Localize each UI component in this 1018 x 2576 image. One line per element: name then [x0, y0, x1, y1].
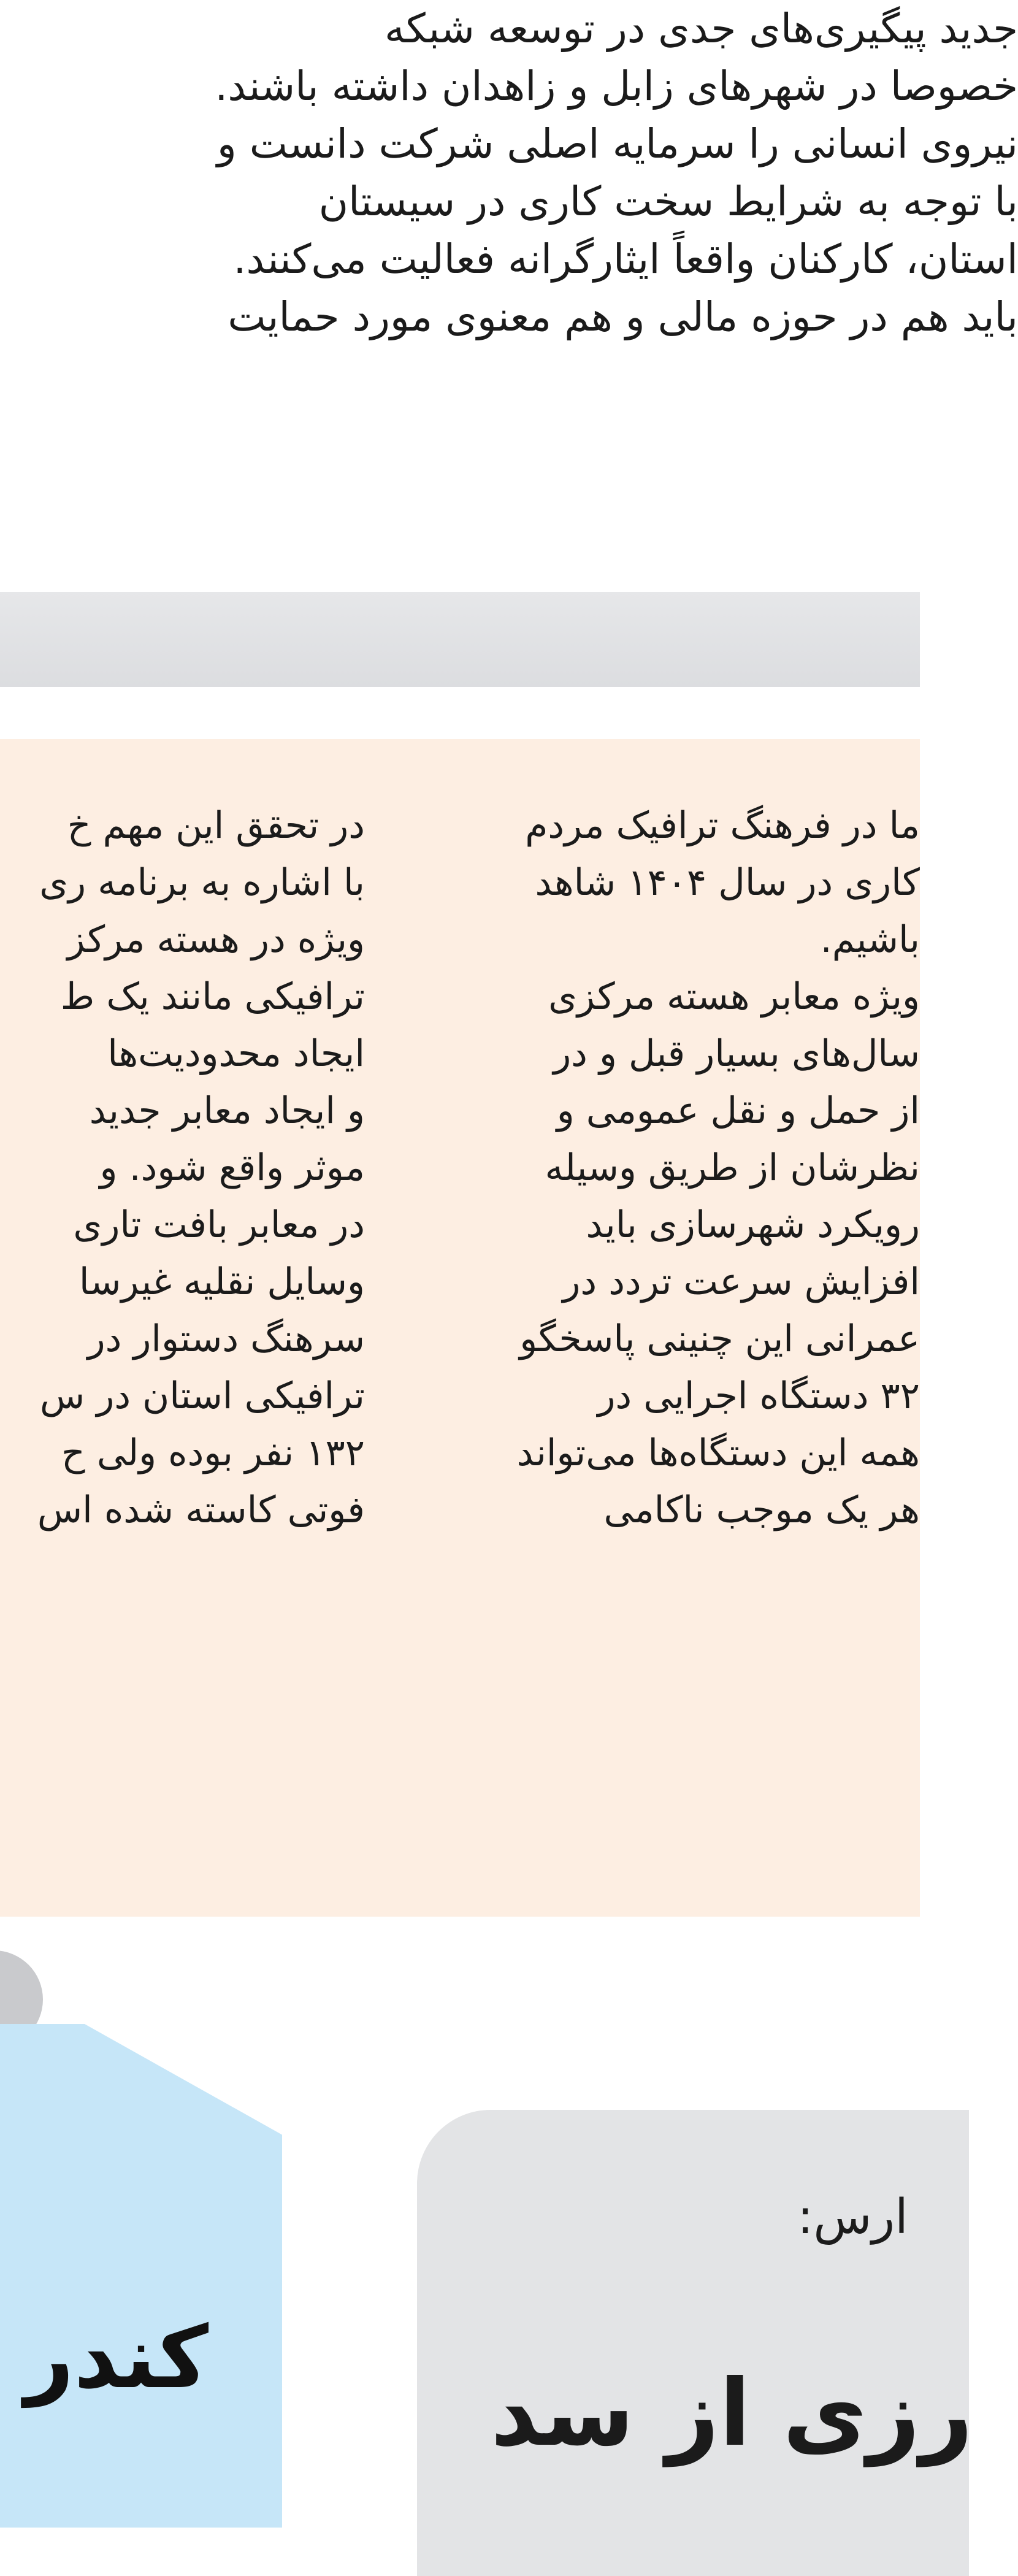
beige-right-line: ۳۲ دستگاه اجرایی در — [597, 1374, 920, 1417]
beige-right-column — [442, 797, 920, 1865]
beige-left-line: در تحقق این مهم خ — [67, 804, 365, 847]
top-article-line: باید هم در حوزه مالی و هم معنوی مورد حمایت — [228, 293, 1018, 340]
gray-headline-panel — [417, 2110, 969, 2576]
top-article-line: جدید پیگیری‌های جدی در توسعه شبکه — [384, 5, 1018, 52]
top-article-line: نیروی انسانی را سرمایه اصلی شرکت دانست و — [216, 120, 1018, 167]
beige-left-line: و ایجاد معابر جدید — [89, 1089, 365, 1132]
beige-right-line: کاری در سال ۱۴۰۴ شاهد — [535, 861, 920, 904]
beige-left-line: ترافیکی استان در س — [40, 1374, 365, 1417]
beige-left-line: ویژه در هسته مرکز — [67, 918, 365, 961]
beige-right-line: ما در فرهنگ ترافیک مردم — [525, 804, 920, 847]
top-article — [0, 0, 1018, 503]
beige-right-line: نظرشان از طریق وسیله — [545, 1146, 920, 1189]
beige-right-line: افزایش سرعت تردد در — [562, 1260, 920, 1303]
beige-left-line: سرهنگ دستوار در — [87, 1317, 365, 1360]
top-article-line: خصوصا در شهرهای زابل و زاهدان داشته باشند. — [215, 63, 1018, 110]
beige-right-line: رویکرد شهرسازی باید — [586, 1203, 920, 1246]
panel-headline-text: رزی از سد — [491, 2360, 973, 2467]
beige-right-line: هر یک موجب ناکامی — [603, 1489, 920, 1531]
panel-headline — [491, 2355, 973, 2472]
beige-left-line: ۱۳۲ نفر بوده ولی ح — [61, 1432, 365, 1474]
beige-left-line: ایجاد محدودیت‌ها — [107, 1032, 365, 1075]
beige-left-line: ترافیکی مانند یک ط — [60, 975, 365, 1018]
beige-right-line: سال‌های بسیار قبل و در — [553, 1032, 920, 1075]
blue-headline-box — [0, 2024, 282, 2528]
section-divider-band — [0, 592, 920, 687]
beige-right-line: از حمل و نقل عمومی و — [556, 1089, 920, 1132]
beige-left-line: با اشاره به برنامه ری — [39, 861, 365, 904]
beige-left-column — [0, 797, 365, 1865]
beige-right-line: ویژه معابر هسته مرکزی — [548, 975, 920, 1018]
beige-right-line: همه این دستگاه‌ها می‌تواند — [516, 1432, 920, 1474]
beige-left-line: فوتی کاسته شده اس — [37, 1489, 365, 1531]
blue-headline: کندر — [24, 2308, 209, 2408]
beige-left-line: موثر واقع شود. و — [99, 1146, 365, 1189]
beige-left-line: وسایل نقلیه غیرسا — [78, 1260, 365, 1303]
top-article-line: با توجه به شرایط سخت کاری در سیستان — [318, 178, 1018, 225]
beige-left-line: در معابر بافت تاری — [73, 1203, 365, 1246]
panel-kicker: ارس: — [797, 2190, 908, 2245]
beige-right-line: عمرانی این چنینی پاسخگو — [519, 1317, 920, 1360]
top-article-line: استان، کارکنان واقعاً ایثارگرانه فعالیت می‌کنند. — [233, 236, 1018, 283]
beige-right-line: باشیم. — [820, 918, 920, 961]
